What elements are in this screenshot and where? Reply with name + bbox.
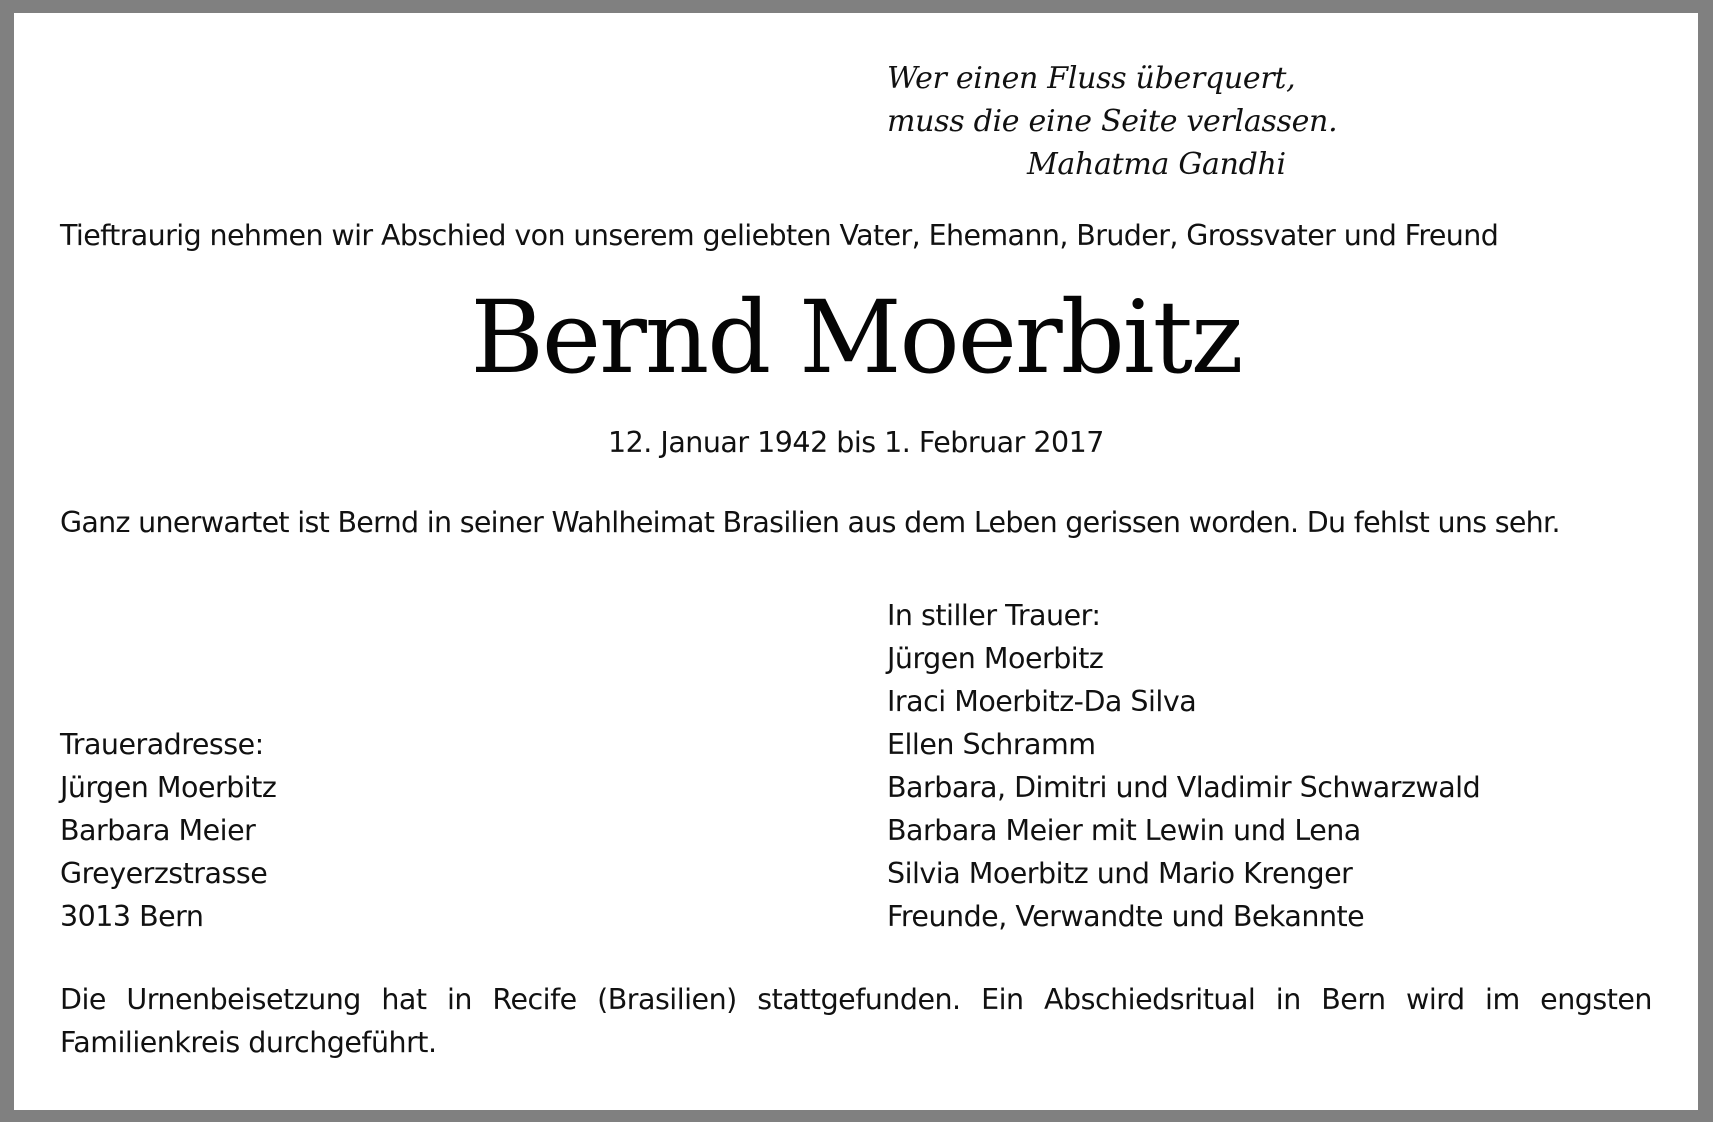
address-line: Jürgen Moerbitz (60, 771, 277, 804)
quote-line-1: Wer einen Fluss überquert, (887, 61, 1296, 96)
mourners-heading: In stiller Trauer: (887, 599, 1101, 632)
mourner-name: Freunde, Verwandte und Bekannte (887, 900, 1365, 933)
intro-text: Tieftraurig nehmen wir Abschied von unserem geliebten Vater, Ehemann, Bruder, Grossvater und Freund (60, 219, 1499, 252)
mourner-name: Barbara Meier mit Lewin und Lena (887, 814, 1361, 847)
condolence-message: Ganz unerwartet ist Bernd in seiner Wahlheimat Brasilien aus dem Leben gerissen worden. Du fehlst uns sehr. (60, 506, 1560, 539)
mourners-list (887, 594, 1480, 938)
address-line: Barbara Meier (60, 814, 256, 847)
mourner-name: Ellen Schramm (887, 728, 1096, 761)
mourner-name: Silvia Moerbitz und Mario Krenger (887, 857, 1353, 890)
address-heading: Traueradresse: (60, 728, 264, 761)
mourner-name: Iraci Moerbitz-Da Silva (887, 685, 1197, 718)
mourner-name: Barbara, Dimitri und Vladimir Schwarzwald (887, 771, 1481, 804)
deceased-name: Bernd Moerbitz (470, 279, 1242, 396)
quote-author: Mahatma Gandhi (1027, 147, 1286, 182)
address-line: 3013 Bern (60, 900, 204, 933)
mourner-name: Jürgen Moerbitz (887, 642, 1104, 675)
epigraph-quote (887, 57, 1337, 186)
life-dates: 12. Januar 1942 bis 1. Februar 2017 (608, 426, 1104, 459)
address-line: Greyerzstrasse (60, 857, 268, 890)
quote-line-2: muss die eine Seite verlassen. (887, 104, 1338, 139)
mourning-address (60, 723, 276, 938)
burial-notice: Die Urnenbeisetzung hat in Recife (Brasilien) stattgefunden. Ein Abschiedsritual in Bern wird im engsten Familienkreis durchgeführt. (60, 983, 1652, 1059)
obituary-notice (14, 13, 1698, 1110)
